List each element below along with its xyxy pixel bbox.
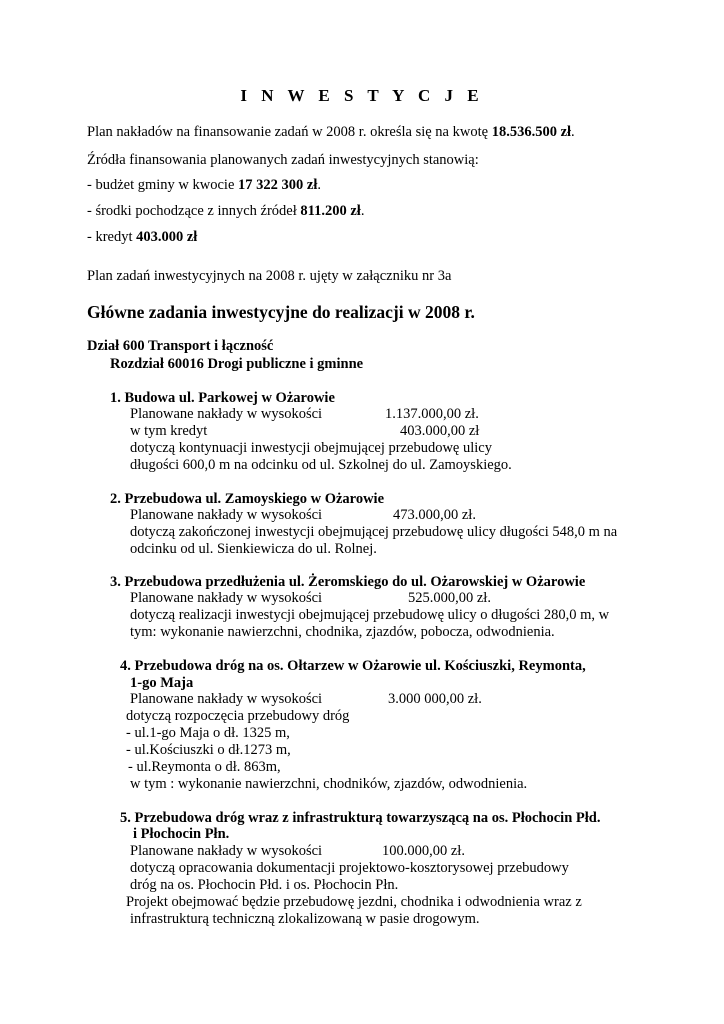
task-5-desc-2: dróg na os. Płochocin Płd. i os. Płochocin Płn. [130,877,399,893]
task-2-desc-2: odcinku od ul. Sienkiewicza do ul. Rolnej. [130,541,377,557]
task-5-desc-3: Projekt obejmować będzie przebudowę jezdni, chodnika i odwodnienia wraz z [126,894,582,910]
intro-line-credit [87,229,197,246]
task-1-desc-1: dotyczą kontynuacji inwestycji obejmującej przebudowę ulicy [130,440,492,456]
task-title-text: 1-go Maja [130,675,194,691]
intro-text: - kredyt [87,229,137,245]
task-4-desc-3: - ul.Kościuszki o dł.1273 m, [126,742,291,758]
task-2-title [110,491,384,508]
task-4-desc-1: dotyczą rozpoczęcia przebudowy dróg [126,708,350,724]
intro-line-total [87,124,575,141]
task-title-text: 3. Przebudowa przedłużenia ul. Żeromskiego do ul. Ożarowskiej w Ożarowie [110,574,586,590]
task-2-amount-label: Planowane nakłady w wysokości [130,507,323,523]
other-sources-amount: 811.200 zł [300,203,361,219]
budget-amount: 17 322 300 zł [238,177,318,193]
dzial-heading [87,338,273,355]
task-title-text: i Płochocin Płn. [133,826,230,842]
task-5-title-cont [133,826,229,843]
task-3-title [110,574,585,591]
task-4-desc-5: w tym : wykonanie nawierzchni, chodników, zjazdów, odwodnienia. [130,776,528,792]
task-3-amount-label: Planowane nakłady w wysokości [130,590,323,606]
rozdzial-label: Rozdział 60016 Drogi publiczne i gminne [110,356,364,372]
intro-text: . [360,203,365,219]
task-1-desc-2: długości 600,0 m na odcinku od ul. Szkolnej do ul. Zamoyskiego. [130,457,512,473]
intro-line-other-sources [87,203,364,220]
task-title-text: 4. Przebudowa dróg na os. Ołtarzew w Ożarowie ul. Kościuszki, Reymonta, [120,658,586,674]
task-3-desc-2: tym: wykonanie nawierzchni, chodnika, zjazdów, pobocza, odwodnienia. [130,624,555,640]
task-1-amount: 1.137.000,00 zł. [385,406,479,422]
task-title-text: 2. Przebudowa ul. Zamoyskiego w Ożarowie [110,491,385,507]
task-5-title [120,810,600,827]
task-5-amount: 100.000,00 zł. [382,843,465,859]
intro-text: . [571,124,575,140]
task-4-desc-2: - ul.1-go Maja o dł. 1325 m, [126,725,290,741]
credit-amount: 403.000 zł [136,229,198,245]
task-3-amount: 525.000,00 zł. [408,590,491,606]
page-title: I N W E S T Y C J E [240,86,484,105]
intro-text: - środki pochodzące z innych źródeł [87,203,301,219]
intro-line-sources: Źródła finansowania planowanych zadań inwestycyjnych stanowią: [87,152,479,168]
task-4-desc-4: - ul.Reymonta o dł. 863m, [128,759,281,775]
intro-text: Plan nakładów na finansowanie zadań w 2008 r. określa się na kwotę [87,124,492,140]
dzial-label: Dział 600 Transport i łączność [87,338,274,354]
intro-text: . [317,177,321,193]
task-4-title-cont [130,675,193,692]
rozdzial-heading [110,356,363,373]
task-1-title [110,390,335,407]
task-4-amount: 3.000 000,00 zł. [388,691,482,707]
task-4-title [120,658,586,675]
intro-line-plan: Plan zadań inwestycyjnych na 2008 r. ujęty w załączniku nr 3a [87,268,452,284]
task-5-desc-1: dotyczą opracowania dokumentacji projektowo-kosztorysowej przebudowy [130,860,569,876]
task-title-text: 5. Przebudowa dróg wraz z infrastrukturą towarzyszącą na os. Płochocin Płd. [120,810,601,826]
intro-line-budget [87,177,321,194]
task-5-amount-label: Planowane nakłady w wysokości [130,843,323,859]
total-amount: 18.536.500 zł [491,124,572,140]
task-3-desc-1: dotyczą realizacji inwestycji obejmującej przebudowę ulicy o długości 280,0 m, w [130,607,610,623]
task-1-credit-amount: 403.000,00 zł [400,423,480,439]
task-1-credit-label: w tym kredyt [130,423,208,439]
task-4-amount-label: Planowane nakłady w wysokości [130,691,323,707]
task-2-amount: 473.000,00 zł. [393,507,476,523]
task-5-desc-4: infrastrukturą techniczną zlokalizowaną w pasie drogowym. [130,911,480,927]
task-title-text: 1. Budowa ul. Parkowej w Ożarowie [110,390,335,406]
section-heading: Główne zadania inwestycyjne do realizacji w 2008 r. [87,302,475,322]
intro-text: - budżet gminy w kwocie [87,177,239,193]
task-2-desc-1: dotyczą zakończonej inwestycji obejmującej przebudowę ulicy długości 548,0 m na [130,524,618,540]
task-1-amount-label: Planowane nakłady w wysokości [130,406,323,422]
